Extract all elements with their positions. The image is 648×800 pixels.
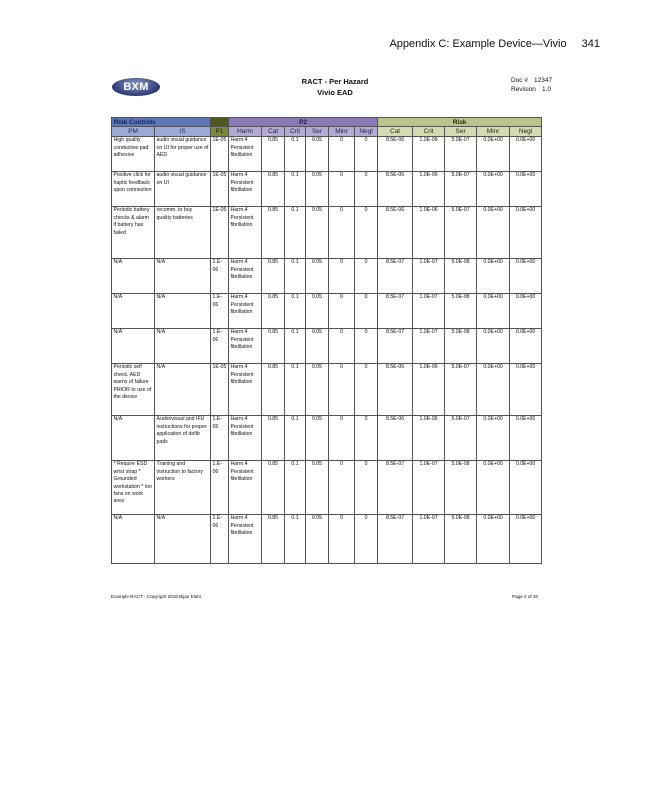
table-cell: 0 xyxy=(355,328,378,363)
page-number: 341 xyxy=(581,38,600,50)
table-cell: Positive click for haptic feedback upon connection xyxy=(112,171,155,206)
table-cell: 0.05 xyxy=(306,258,329,293)
table-cell: 1.0E-07 xyxy=(413,293,445,328)
table-cell: 0.0E+00 xyxy=(477,293,510,328)
table-cell: 5.0E-07 xyxy=(445,136,477,171)
table-cell: 1.E-06 xyxy=(211,514,229,563)
col-header: Negl xyxy=(355,127,378,136)
table-cell: 0.05 xyxy=(306,171,329,206)
table-cell: 0 xyxy=(355,258,378,293)
table-cell: 5.0E-07 xyxy=(445,206,477,258)
table-cell: Harm.4 Persistent fibrillation xyxy=(229,258,262,293)
table-cell: 1.E-06 xyxy=(211,258,229,293)
table-cell: 1.0E-06 xyxy=(413,363,445,415)
table-cell: audio visual guidance on UI xyxy=(155,171,211,206)
table-cell: 0 xyxy=(329,415,355,460)
table-cell: 5.0E-07 xyxy=(445,415,477,460)
col-header: IS xyxy=(155,127,211,136)
table-cell: 0.85 xyxy=(262,328,285,363)
table-cell: 0.85 xyxy=(262,171,285,206)
table-cell: 1E-05 xyxy=(211,206,229,258)
doc-info xyxy=(511,76,552,94)
group-risk-controls: Risk Controls xyxy=(112,118,211,127)
table-cell: * Require ESD wrist strap * Grounded workstation * Ion fans on work area xyxy=(112,460,155,514)
table-cell: 8.5E-07 xyxy=(378,293,413,328)
table-cell: Training and instruction to factory workers xyxy=(155,460,211,514)
table-cell: 0.1 xyxy=(285,293,306,328)
table-cell: 5.0E-08 xyxy=(445,293,477,328)
table-cell: 8.5E-07 xyxy=(378,460,413,514)
table-cell: Periodic self check. AED warns of failure PRIOR to use of the device xyxy=(112,363,155,415)
table-cell: 0.0E+00 xyxy=(510,328,542,363)
col-header: Crit xyxy=(413,127,445,136)
table-cell: recomm. to buy quality batteries xyxy=(155,206,211,258)
table-cell: 0.85 xyxy=(262,363,285,415)
table-cell: 8.5E-06 xyxy=(378,171,413,206)
table-cell: 0.1 xyxy=(285,258,306,293)
group-risk: Risk xyxy=(378,118,542,127)
table-cell: 0 xyxy=(355,293,378,328)
table-cell: 0.0E+00 xyxy=(477,171,510,206)
table-row xyxy=(112,363,542,415)
col-header: Minr xyxy=(477,127,510,136)
table-cell: 1.0E-07 xyxy=(413,460,445,514)
table-cell: 0.85 xyxy=(262,460,285,514)
col-header: PM xyxy=(112,127,155,136)
doc-number-label: Doc # xyxy=(511,77,528,84)
col-header: Negl xyxy=(510,127,542,136)
table-cell: 0.05 xyxy=(306,293,329,328)
table-cell: Harm.4 Persistent fibrillation xyxy=(229,514,262,563)
table-cell: Harm.4 Persistent fibrillation xyxy=(229,328,262,363)
table-row xyxy=(112,460,542,514)
table-cell: 8.5E-06 xyxy=(378,136,413,171)
table-cell: N/A xyxy=(155,258,211,293)
table-row xyxy=(112,171,542,206)
table-cell: 0.85 xyxy=(262,293,285,328)
table-cell: 1.0E-06 xyxy=(413,171,445,206)
table-cell: 0.0E+00 xyxy=(510,415,542,460)
table-cell: 0.05 xyxy=(306,415,329,460)
table-cell: N/A xyxy=(112,293,155,328)
table-cell: 0.05 xyxy=(306,514,329,563)
col-header: Crit xyxy=(285,127,306,136)
group-p2: P2 xyxy=(229,118,378,127)
table-cell: 0.05 xyxy=(306,363,329,415)
table-cell: 0.0E+00 xyxy=(510,460,542,514)
footer-copyright: Example RACT - Copyright 2018 Bijan Elahi xyxy=(111,594,201,599)
table-cell: N/A xyxy=(155,514,211,563)
table-cell: 1E-05 xyxy=(211,136,229,171)
table-cell: N/A xyxy=(112,415,155,460)
table-cell: 0.85 xyxy=(262,258,285,293)
table-row xyxy=(112,258,542,293)
table-cell: 1.E-05 xyxy=(211,415,229,460)
group-p1-spacer xyxy=(211,118,229,127)
table-cell: 0.85 xyxy=(262,206,285,258)
doc-title-line2: Vivio EAD xyxy=(317,88,353,97)
table-cell: 0.1 xyxy=(285,171,306,206)
table-cell: 0.0E+00 xyxy=(477,514,510,563)
table-cell: 1.0E-06 xyxy=(413,136,445,171)
table-cell: 0 xyxy=(329,363,355,415)
table-cell: 1.0E-06 xyxy=(413,206,445,258)
table-cell: 0.1 xyxy=(285,206,306,258)
col-header: Cat xyxy=(262,127,285,136)
table-cell: Harm.4 Persistent fibrillation xyxy=(229,363,262,415)
col-header: Minr xyxy=(329,127,355,136)
table-cell: Harm.4 Persistent fibrillation xyxy=(229,206,262,258)
table-cell: 8.5E-07 xyxy=(378,328,413,363)
table-cell: N/A xyxy=(155,363,211,415)
table-cell: 1.E-06 xyxy=(211,293,229,328)
table-cell: 0.85 xyxy=(262,514,285,563)
table-cell: Harm.4 Persistent fibrillation xyxy=(229,136,262,171)
table-row xyxy=(112,293,542,328)
table-cell: Periodic battery checks & alarm if battery has failed xyxy=(112,206,155,258)
table-row xyxy=(112,206,542,258)
table-cell: 0 xyxy=(355,363,378,415)
table-cell: 8.5E-06 xyxy=(378,415,413,460)
doc-title xyxy=(280,76,390,98)
table-cell: 0.0E+00 xyxy=(477,328,510,363)
table-cell: 0 xyxy=(329,136,355,171)
table-cell: N/A xyxy=(112,514,155,563)
table-cell: 0 xyxy=(355,171,378,206)
table-cell: 0.0E+00 xyxy=(477,258,510,293)
table-cell: High quality conductive pad adhesive xyxy=(112,136,155,171)
table-cell: 0 xyxy=(329,258,355,293)
table-cell: 0.1 xyxy=(285,415,306,460)
table-cell: 0 xyxy=(329,206,355,258)
table-cell: 0.05 xyxy=(306,328,329,363)
table-cell: 1.0E-07 xyxy=(413,328,445,363)
table-cell: 0.0E+00 xyxy=(510,171,542,206)
col-header: Cat xyxy=(378,127,413,136)
table-cell: N/A xyxy=(155,328,211,363)
col-header: Ser xyxy=(445,127,477,136)
table-cell: 0.0E+00 xyxy=(477,363,510,415)
table-cell: 0.05 xyxy=(306,136,329,171)
table-cell: 0.0E+00 xyxy=(510,514,542,563)
table-cell: 8.5E-06 xyxy=(378,206,413,258)
group-header-row xyxy=(112,118,542,127)
table-row xyxy=(112,136,542,171)
table-cell: 5.0E-08 xyxy=(445,258,477,293)
table-row xyxy=(112,328,542,363)
table-cell: 0.1 xyxy=(285,328,306,363)
table-cell: Harm.4 Persistent fibrillation xyxy=(229,460,262,514)
table-cell: 0.0E+00 xyxy=(510,293,542,328)
table-cell: 0.0E+00 xyxy=(510,206,542,258)
running-head xyxy=(360,38,600,50)
table-cell: 0.1 xyxy=(285,460,306,514)
table-cell: 0 xyxy=(355,415,378,460)
table-cell: 1E-05 xyxy=(211,171,229,206)
table-cell: Harm.4 Persistent fibrillation xyxy=(229,293,262,328)
table-cell: Harm.4 Persistent fibrillation xyxy=(229,415,262,460)
column-header-row xyxy=(112,127,542,136)
table-cell: 8.5E-07 xyxy=(378,258,413,293)
revision-value: 1.0 xyxy=(541,86,551,93)
running-head-title: Appendix C: Example Device—Vivio xyxy=(389,38,567,50)
table-cell: 0.0E+00 xyxy=(510,136,542,171)
table-cell: 1.E-06 xyxy=(211,460,229,514)
table-cell: 0.0E+00 xyxy=(510,363,542,415)
table-cell: 8.5E-07 xyxy=(378,514,413,563)
table-cell: 0.1 xyxy=(285,363,306,415)
table-cell: 8.5E-06 xyxy=(378,363,413,415)
table-cell: 0 xyxy=(329,328,355,363)
doc-title-line1: RACT - Per Hazard xyxy=(301,77,369,86)
table-cell: N/A xyxy=(112,258,155,293)
table-cell: 0.1 xyxy=(285,136,306,171)
table-cell: 0 xyxy=(329,171,355,206)
bxm-logo: BXM xyxy=(112,78,160,96)
doc-number-value: 12347 xyxy=(533,77,553,84)
table-cell: 1.0E-06 xyxy=(413,415,445,460)
table-cell: 0.05 xyxy=(306,460,329,514)
col-header: Ser xyxy=(306,127,329,136)
table-cell: 5.0E-08 xyxy=(445,460,477,514)
table-cell: 0.05 xyxy=(306,206,329,258)
table-row xyxy=(112,415,542,460)
table-cell: 1.E-06 xyxy=(211,328,229,363)
table-cell: 0.85 xyxy=(262,136,285,171)
table-cell: 0 xyxy=(329,514,355,563)
table-cell: 0.1 xyxy=(285,514,306,563)
col-header: Harm xyxy=(229,127,262,136)
table-cell: N/A xyxy=(112,328,155,363)
table-cell: 0 xyxy=(329,293,355,328)
table-cell: 1E-05 xyxy=(211,363,229,415)
table-cell: Audio/visual and IFU instructions for proper application of defib pads xyxy=(155,415,211,460)
col-header: P1 xyxy=(211,127,229,136)
ract-table xyxy=(111,117,542,564)
table-cell: 0.0E+00 xyxy=(477,136,510,171)
table-cell: 0.0E+00 xyxy=(477,415,510,460)
table-cell: 0.0E+00 xyxy=(477,460,510,514)
table-cell: N/A xyxy=(155,293,211,328)
revision-label: Revision xyxy=(511,86,536,93)
table-cell: 1.0E-07 xyxy=(413,514,445,563)
table-cell: 5.0E-07 xyxy=(445,171,477,206)
table-cell: 0 xyxy=(355,206,378,258)
table-cell: 5.0E-08 xyxy=(445,328,477,363)
table-cell: 0.85 xyxy=(262,415,285,460)
table-cell: 0 xyxy=(355,514,378,563)
table-cell: 1.0E-07 xyxy=(413,258,445,293)
table-cell: 0.0E+00 xyxy=(477,206,510,258)
table-body xyxy=(112,136,542,563)
table-cell: Harm.4 Persistent fibrillation xyxy=(229,171,262,206)
table-cell: 0.0E+00 xyxy=(510,258,542,293)
table-cell: audio visual guidance on UI for proper use of AED xyxy=(155,136,211,171)
footer-page: Page 2 of 20 xyxy=(512,594,539,599)
table-cell: 0 xyxy=(355,460,378,514)
table-cell: 0 xyxy=(355,136,378,171)
table-cell: 5.0E-07 xyxy=(445,363,477,415)
table-cell: 0 xyxy=(329,460,355,514)
table-cell: 5.0E-08 xyxy=(445,514,477,563)
table-row xyxy=(112,514,542,563)
